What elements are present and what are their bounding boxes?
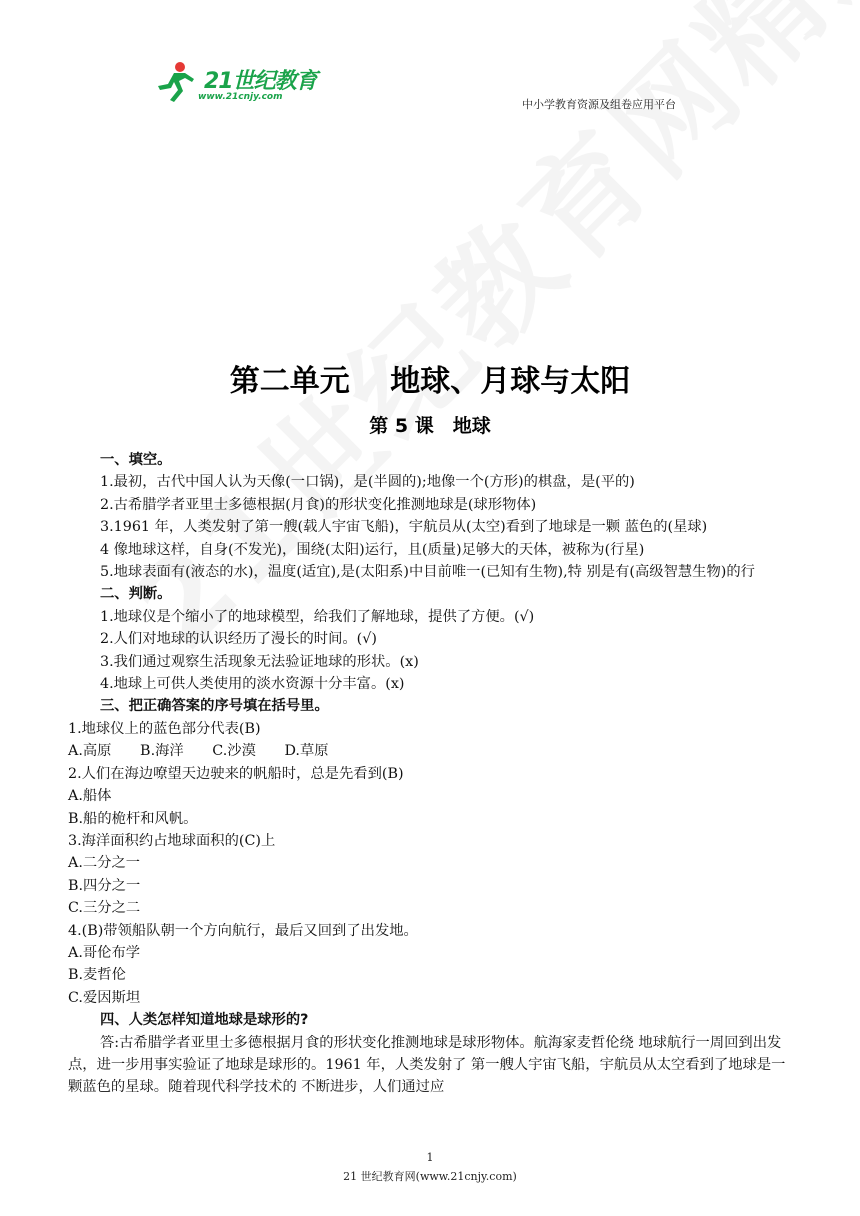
fill-blank-item: 2.古希腊学者亚里士多德根据(月食)的形状变化推测地球是(球形物体) <box>100 496 537 513</box>
page-title: 第二单元 地球、月球与太阳 <box>229 364 631 399</box>
choice-option: C.爱因斯坦 <box>68 989 141 1006</box>
fill-blank-item: 3.1961 年，人类发射了第一艘(载人宇宙飞船)，宇航员从(太空)看到了地球是一颗 蓝色的(星球) <box>100 519 708 536</box>
section-heading-fill-blank: 一、填空。 <box>100 452 172 468</box>
runner-icon <box>152 60 202 104</box>
fill-blank-item: 1.最初，古代中国人认为天像(一口锅)，是(半圆的);地像一个(方形)的棋盘，是(平的) <box>100 474 635 491</box>
choice-option: A.哥伦布学 <box>68 944 141 961</box>
choice-option: C.三分之二 <box>68 900 141 917</box>
judge-item: 3.我们通过观察生活现象无法验证地球的形状。(x) <box>100 653 419 670</box>
choice-question: 3.海洋面积约占地球面积的(C)上 <box>68 832 276 849</box>
fill-blank-item: 4 像地球这样，自身(不发光)，围绕(太阳)运行，且(质量)足够大的天体，被称为(行星) <box>100 541 645 558</box>
choice-option: A.二分之一 <box>68 855 141 872</box>
answer-paragraph: 答:古希腊学者亚里士多德根据月食的形状变化推测地球是球形物体。航海家麦哲伦绕 地球航行一周回到出发点，进一步用事实验证了地球是球形的。1961 年，人类发射了 第一艘人宇宙飞船，宇航员从太空看到了地球是一颗蓝色的星球。随着现代科学技术的 不断进步，人们通过应 <box>68 1034 786 1096</box>
section-heading-question: 四、人类怎样知道地球是球形的? <box>100 1012 309 1029</box>
choice-question: 4.(B)带领船队朝一个方向航行，最后又回到了出发地。 <box>68 922 418 939</box>
page-number: 1 <box>426 1151 434 1164</box>
document-body <box>68 449 798 1099</box>
choice-question: 2.人们在海边嘹望天边驶来的帆船时，总是先看到(B) <box>68 765 404 782</box>
choice-options: A.高原 B.海洋 C.沙漠 D.草原 <box>68 743 329 760</box>
header-tagline: 中小学教育资源及组卷应用平台 <box>522 98 676 111</box>
judge-item: 1.地球仪是个缩小了的地球模型，给我们了解地球，提供了方便。(√) <box>100 608 535 625</box>
lesson-title: 第 5 课 地球 <box>369 415 491 437</box>
section-heading-judge: 二、判断。 <box>100 586 172 603</box>
site-logo[interactable] <box>152 58 317 108</box>
choice-question: 1.地球仪上的蓝色部分代表(B) <box>68 720 261 737</box>
choice-option: B.船的桅杆和风帆。 <box>68 810 198 827</box>
choice-option: A.船体 <box>68 788 112 805</box>
judge-item: 2.人们对地球的认识经历了漫长的时间。(√) <box>100 631 377 648</box>
logo-url: www.21cnjy.com <box>198 92 283 102</box>
footer-site[interactable]: 21 世纪教育网(www.21cnjy.com) <box>343 1170 517 1183</box>
choice-option: B.麦哲伦 <box>68 967 126 984</box>
judge-item: 4.地球上可供人类使用的淡水资源十分丰富。(x) <box>100 676 405 693</box>
fill-blank-item: 5.地球表面有(液态的水)，温度(适宜),是(太阳系)中目前唯一(已知有生物),特 别是有(高级智慧生物)的行 <box>100 564 755 581</box>
section-heading-choice: 三、把正确答案的序号填在括号里。 <box>100 698 329 715</box>
logo-text: 21世纪教育 <box>204 69 317 94</box>
choice-option: B.四分之一 <box>68 877 141 894</box>
